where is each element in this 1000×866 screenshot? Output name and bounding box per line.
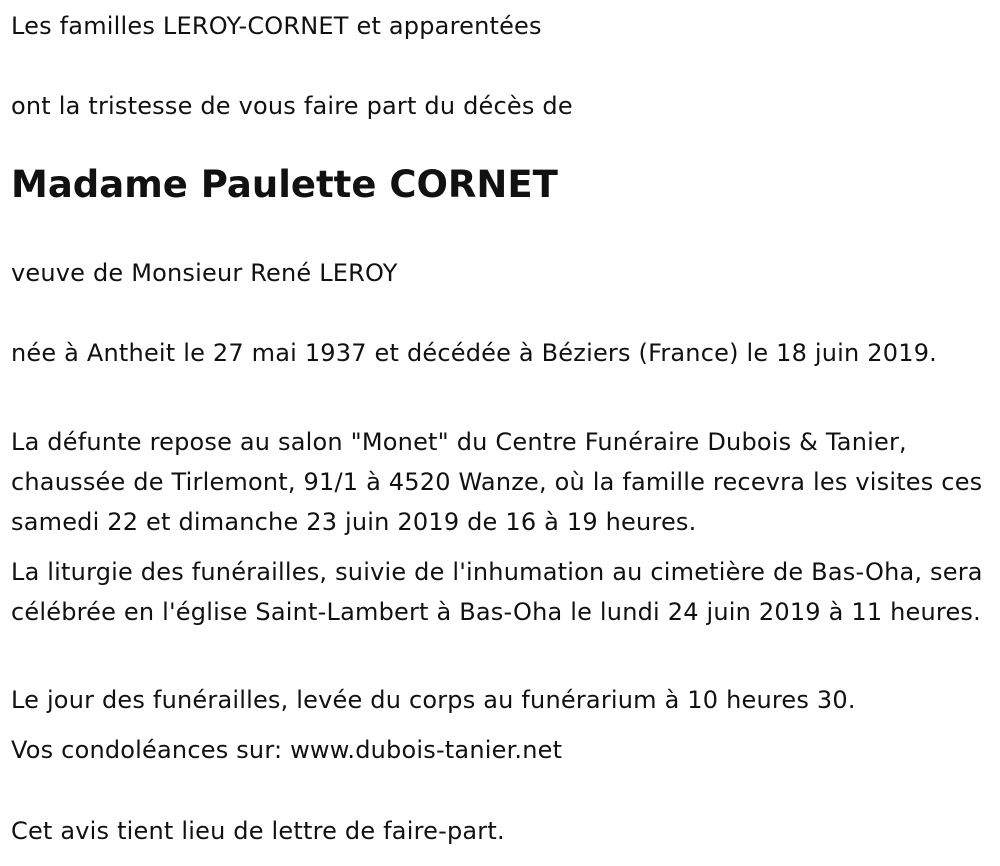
deceased-name: Madame Paulette CORNET: [11, 163, 558, 206]
closing-line: Cet avis tient lieu de lettre de faire-part.: [11, 817, 505, 845]
spouse-line: veuve de Monsieur René LEROY: [11, 259, 398, 287]
repose-paragraph: La défunte repose au salon "Monet" du Centre Funéraire Dubois & Tanier, chaussée de Tirlemont, 91/1 à 4520 Wanze, où la famille recevra les visites ces samedi 22 et dimanche 23 juin 2019 de 16 à 19 heures.: [11, 428, 983, 536]
announcement-line: ont la tristesse de vous faire part du décès de: [11, 92, 573, 120]
birth-death-paragraph: née à Antheit le 27 mai 1937 et décédée à Béziers (France) le 18 juin 2019.: [11, 339, 937, 367]
families-line: Les familles LEROY-CORNET et apparentées: [11, 12, 542, 40]
liturgy-paragraph: La liturgie des funérailles, suivie de l'inhumation au cimetière de Bas-Oha, sera célébrée en l'église Saint-Lambert à Bas-Oha le lundi 24 juin 2019 à 11 heures.: [11, 558, 983, 626]
levee-line: Le jour des funérailles, levée du corps au funérarium à 10 heures 30.: [11, 686, 856, 714]
condolences-line: Vos condoléances sur: www.dubois-tanier.net: [11, 736, 563, 764]
